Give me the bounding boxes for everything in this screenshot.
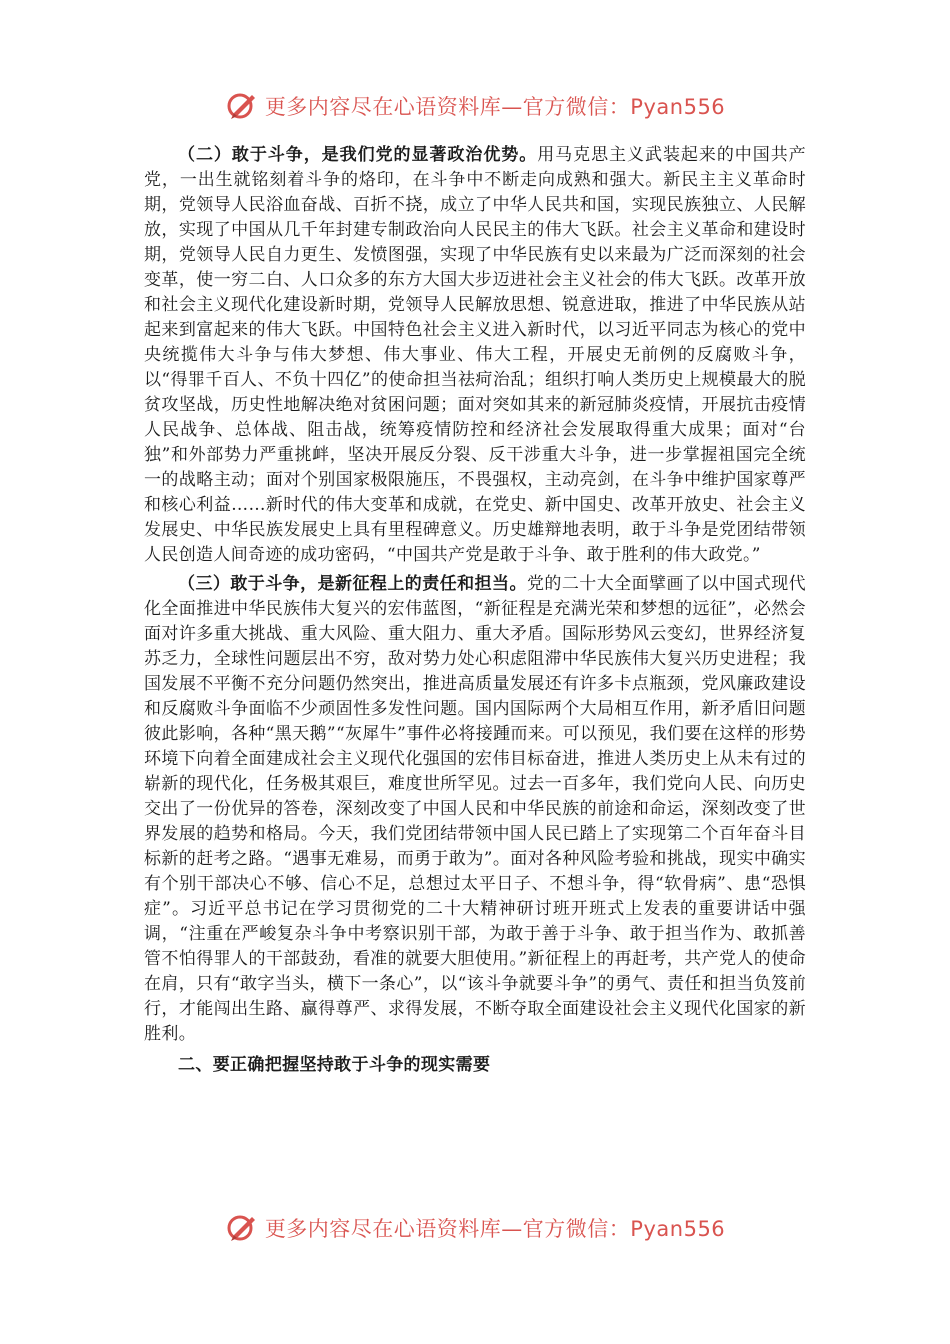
paragraph-3 — [144, 572, 806, 1047]
pen-logo-icon — [225, 1211, 259, 1245]
paragraph-2 — [144, 143, 806, 568]
paragraph-2-lead: （二）敢于斗争，是我们党的显著政治优势。 — [178, 145, 538, 165]
paragraph-3-body: 党的二十大全面擘画了以中国式现代化全面推进中华民族伟大复兴的宏伟蓝图，“新征程是充满光荣和梦想的远征”，必然会面对许多重大挑战、重大风险、重大阻力、重大矛盾。国际形势风云变幻，世界经济复苏乏力，全球性问题层出不穷，敌对势力处心积虑阻滞中华民族伟大复兴历史进程；我国发展不平衡不充分问题仍然突出，推进高质量发展还有许多卡点瓶颈，党风廉政建设和反腐败斗争面临不少顽固性多发性问题。国内国际两个大局相互作用，新矛盾旧问题彼此影响，各种“黑天鹅”“灰犀牛”事件必将接踵而来。可以预见，我们要在这样的形势环境下向着全面建成社会主义现代化强国的宏伟目标奋进，推进人类历史上从未有过的崭新的现代化，任务极其艰巨，难度世所罕见。过去一百多年，我们党向人民、向历史交出了一份优异的答卷，深刻改变了中国人民和中华民族的前途和命运，深刻改变了世界发展的趋势和格局。今天，我们党团结带领中国人民已踏上了实现第二个百年奋斗目标新的赶考之路。“遇事无难易，而勇于敢为”。面对各种风险考验和挑战，现实中确实有个别干部决心不够、信心不足，总想过太平日子、不想斗争，得“软骨病”、患“恐惧症”。习近平总书记在学习贯彻党的二十大精神研讨班开班式上发表的重要讲话中强调，“注重在严峻复杂斗争中考察识别干部，为敢于善于斗争、敢于担当作为、敢抓善管不怕得罪人的干部鼓劲，看准的就要大胆使用。”新征程上的再赶考，共产党人的使命在肩，只有“敢字当头，横下一条心”，以“该斗争就要斗争”的勇气、责任和担当负笈前行，才能闯出生路、赢得尊严、求得发展，不断夺取全面建设社会主义现代化国家的新胜利。 — [144, 574, 806, 1044]
document-body — [144, 143, 806, 1078]
header-banner — [0, 84, 950, 128]
banner-text: 更多内容尽在心语资料库—官方微信：Pyan556 — [264, 95, 726, 119]
paragraph-3-lead: （三）敢于斗争，是新征程上的责任和担当。 — [178, 574, 527, 594]
banner-text: 更多内容尽在心语资料库—官方微信：Pyan556 — [264, 1217, 726, 1241]
section-heading: 二、要正确把握坚持敢于斗争的现实需要 — [178, 1055, 491, 1075]
pen-logo-icon — [225, 89, 259, 123]
footer-banner — [0, 1206, 950, 1250]
paragraph-2-body: 用马克思主义武装起来的中国共产党，一出生就铭刻着斗争的烙印，在斗争中不断走向成熟和强大。新民主主义革命时期，党领导人民浴血奋战、百折不挠，成立了中华人民共和国，实现民族独立、人民解放，实现了中国从几千年封建专制政治向人民民主的伟大飞跃。社会主义革命和建设时期，党领导人民自力更生、发愤图强，实现了中华民族有史以来最为广泛而深刻的社会变革，使一穷二白、人口众多的东方大国大步迈进社会主义社会的伟大飞跃。改革开放和社会主义现代化建设新时期，党领导人民解放思想、锐意进取，推进了中华民族从站起来到富起来的伟大飞跃。中国特色社会主义进入新时代，以习近平同志为核心的党中央统揽伟大斗争与伟大梦想、伟大事业、伟大工程，开展史无前例的反腐败斗争，以“得罪千百人、不负十四亿”的使命担当祛疴治乱；组织打响人类历史上规模最大的脱贫攻坚战，历史性地解决绝对贫困问题；面对突如其来的新冠肺炎疫情，开展抗击疫情人民战争、总体战、阻击战，统筹疫情防控和经济社会发展取得重大成果；面对“台独”和外部势力严重挑衅，坚决开展反分裂、反干涉重大斗争，进一步掌握祖国完全统一的战略主动；面对个别国家极限施压，不畏强权，主动亮剑，在斗争中维护国家尊严和核心利益……新时代的伟大变革和成就，在党史、新中国史、改革开放史、社会主义发展史、中华民族发展史上具有里程碑意义。历史雄辩地表明，敢于斗争是党团结带领人民创造人间奇迹的成功密码，“中国共产党是敢于斗争、敢于胜利的伟大政党。” — [144, 145, 807, 565]
